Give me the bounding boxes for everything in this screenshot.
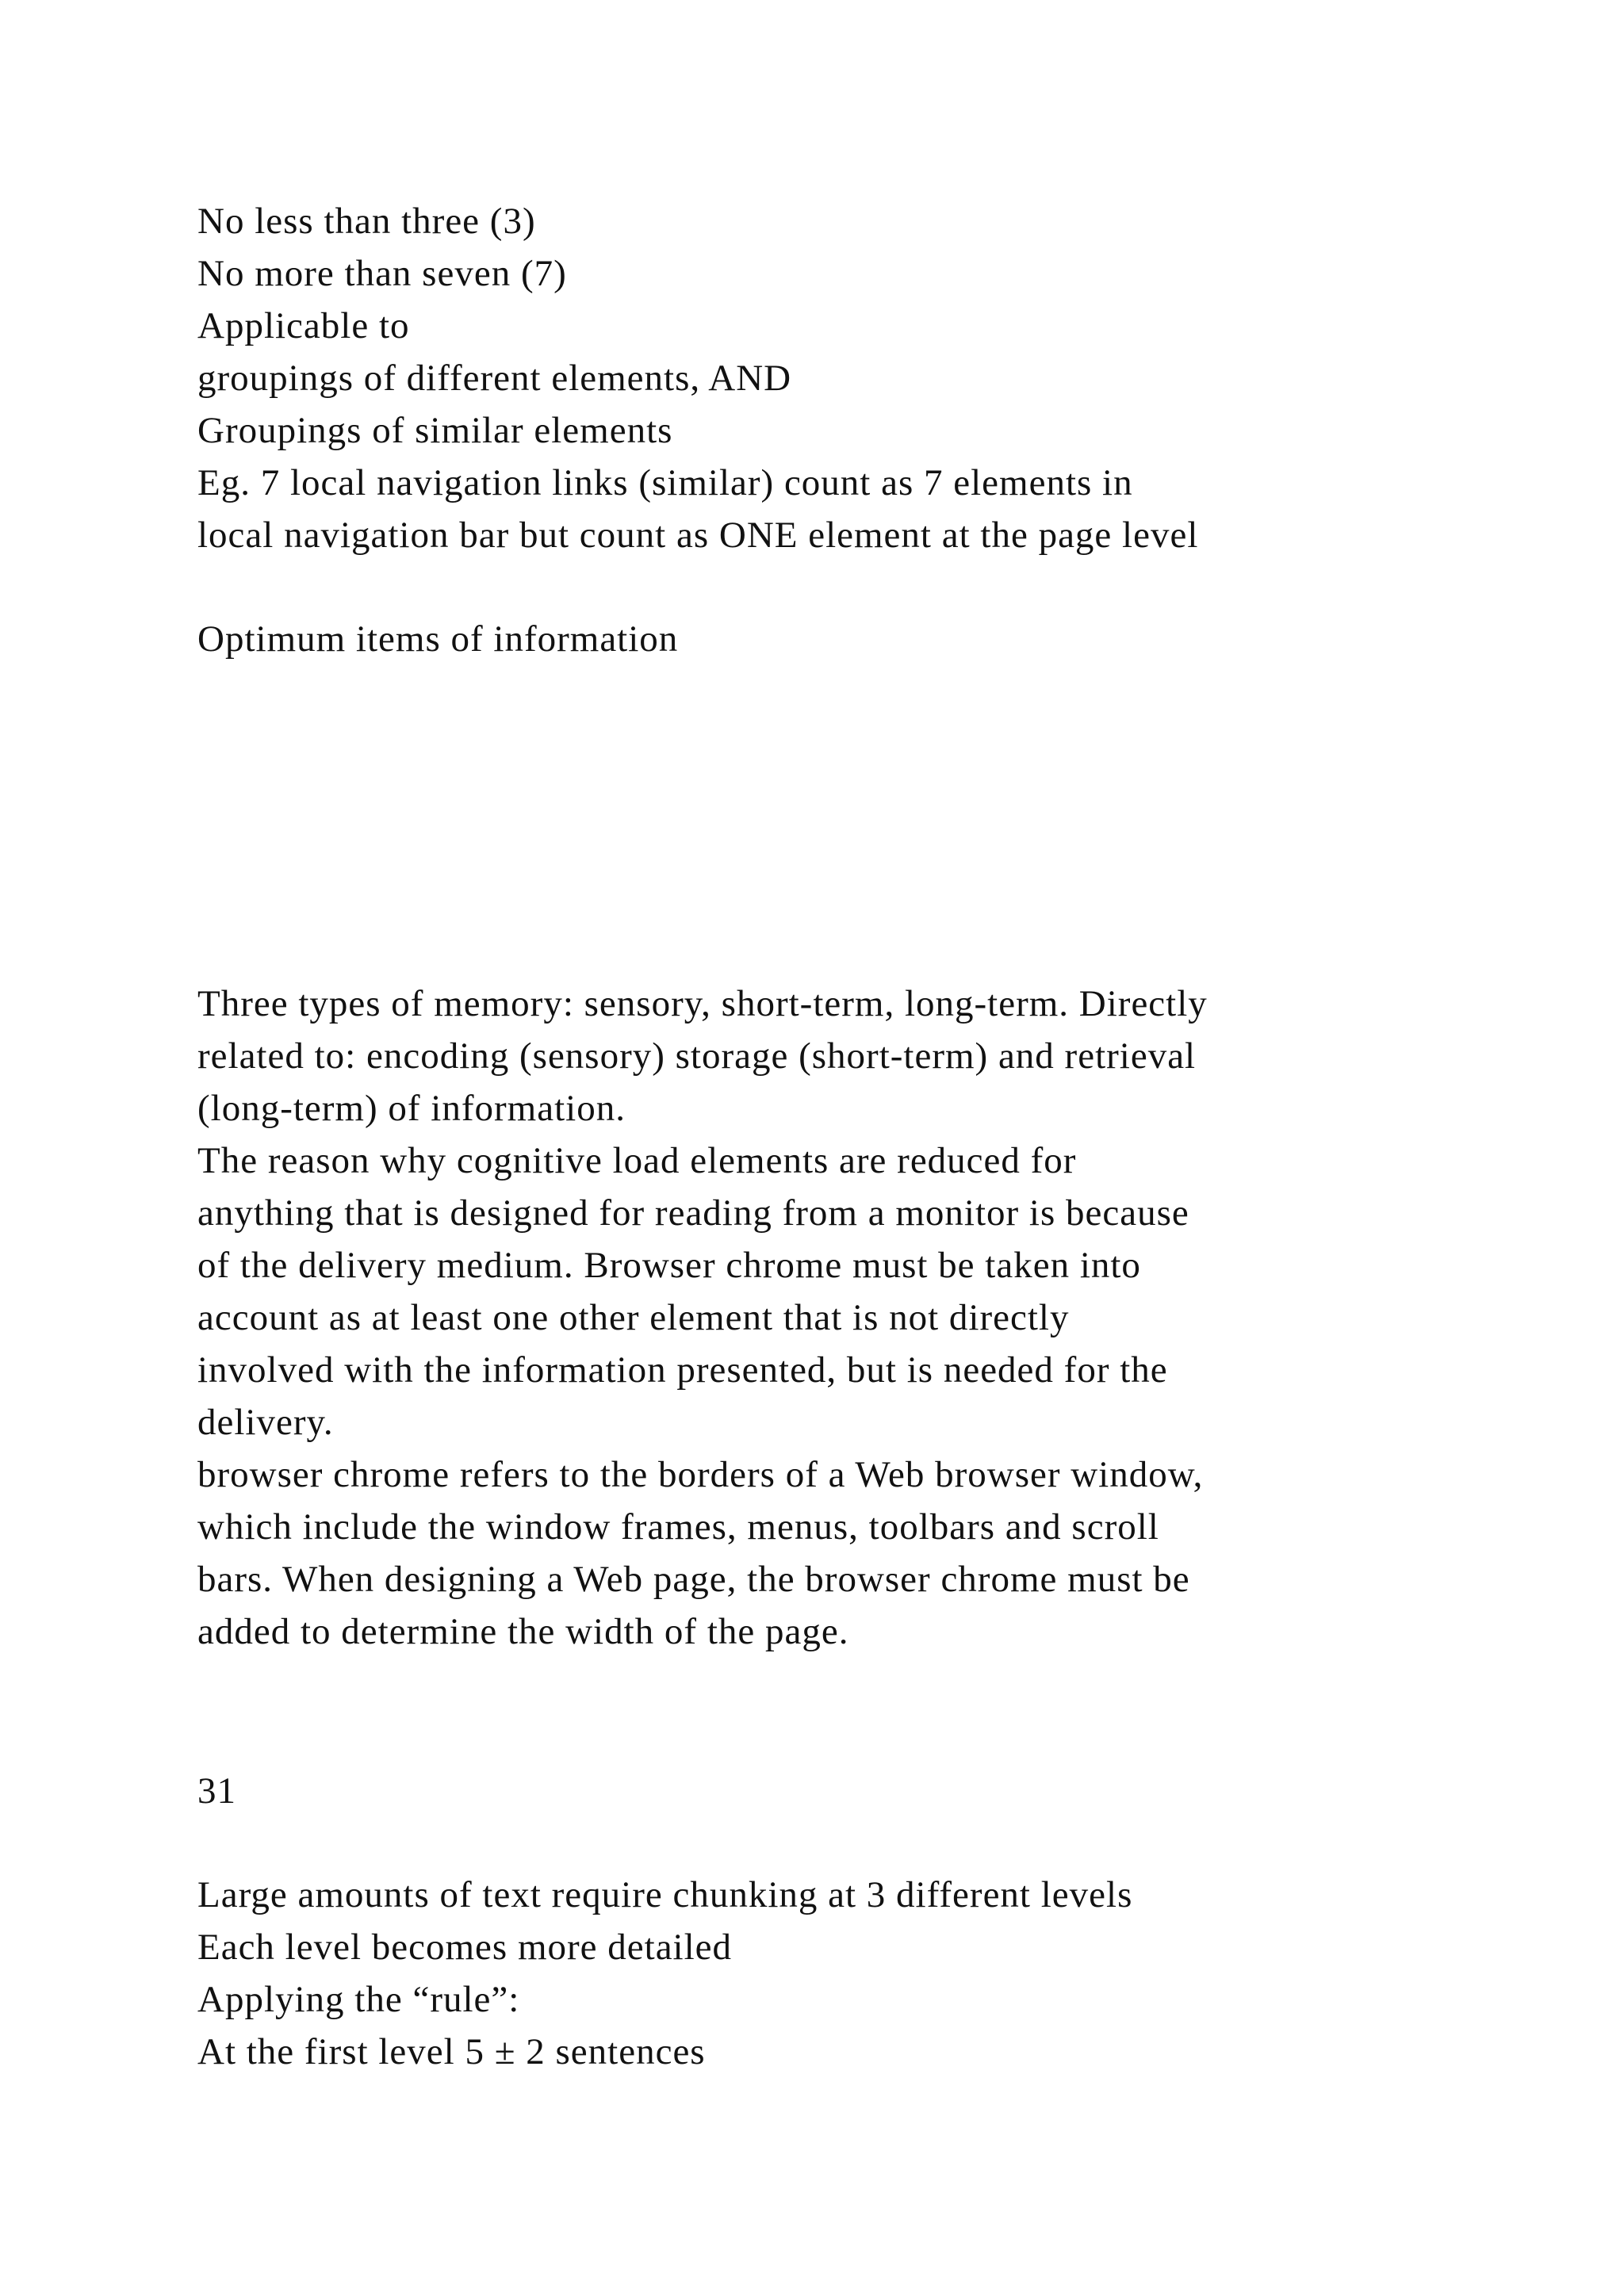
text-line: Groupings of similar elements [197, 410, 673, 451]
memory-paragraph [197, 978, 1498, 1658]
text-line: Each level becomes more detailed [197, 1927, 733, 1968]
text-line: Applicable to [197, 305, 410, 346]
text-line: bars. When designing a Web page, the browser chrome must be [197, 1559, 1190, 1600]
slide-number [197, 1765, 1498, 1817]
text-line: groupings of different elements, AND [197, 358, 792, 399]
page-number: 31 [197, 1770, 236, 1812]
text-line: involved with the information presented, but is needed for the [197, 1349, 1168, 1391]
text-line: At the first level 5 ± 2 sentences [197, 2031, 706, 2072]
text-line: (long-term) of information. [197, 1088, 626, 1129]
text-line: No more than seven (7) [197, 253, 567, 294]
text-line: related to: encoding (sensory) storage (short-term) and retrieval [197, 1035, 1197, 1077]
text-line: which include the window frames, menus, toolbars and scroll [197, 1506, 1159, 1548]
heading-text: Optimum items of information [197, 618, 679, 660]
text-line: added to determine the width of the page. [197, 1611, 849, 1652]
text-line: account as at least one other element that is not directly [197, 1297, 1070, 1338]
text-line: Eg. 7 local navigation links (similar) count as 7 elements in [197, 462, 1133, 503]
text-line: Applying the “rule”: [197, 1979, 520, 2020]
text-line: Three types of memory: sensory, short-term, long-term. Directly [197, 983, 1208, 1024]
chunking-list [197, 1869, 1498, 2078]
text-line: No less than three (3) [197, 201, 536, 242]
section-heading [197, 613, 1498, 665]
text-line: of the delivery medium. Browser chrome must be taken into [197, 1245, 1141, 1286]
text-line: browser chrome refers to the borders of a Web browser window, [197, 1454, 1204, 1495]
text-line: local navigation bar but count as ONE element at the page level [197, 515, 1199, 556]
text-line: The reason why cognitive load elements are reduced for [197, 1140, 1077, 1181]
criteria-list [197, 195, 1498, 561]
text-line: delivery. [197, 1402, 334, 1443]
text-line: Large amounts of text require chunking at 3 different levels [197, 1874, 1133, 1915]
text-line: anything that is designed for reading from a monitor is because [197, 1192, 1189, 1234]
